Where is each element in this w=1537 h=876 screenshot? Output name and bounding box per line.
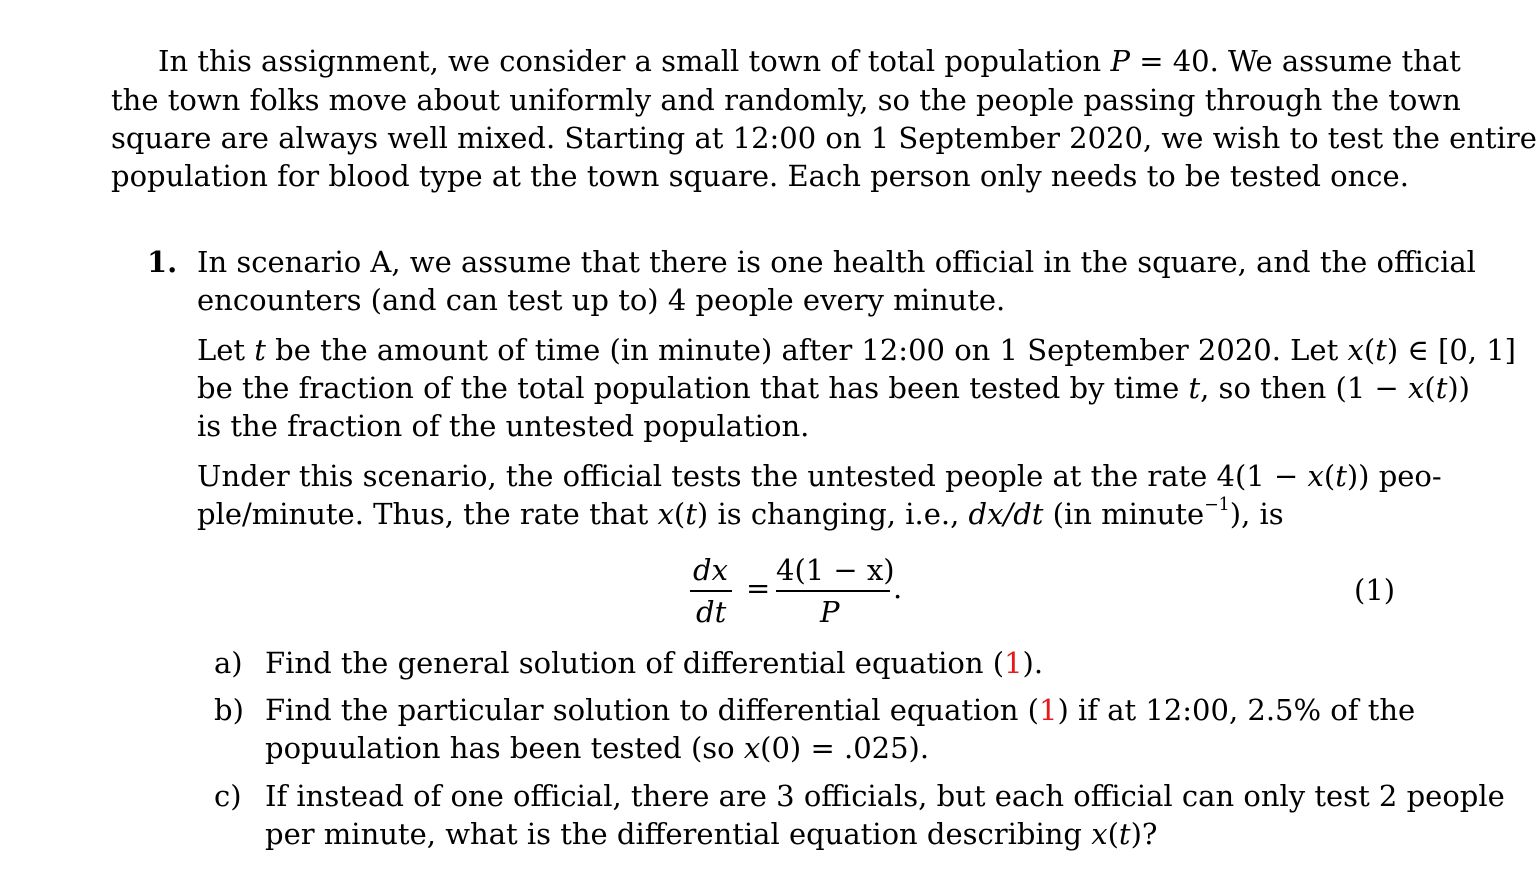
intro-line-1: [158, 44, 1461, 78]
part-b-line1: Find the particular solution to differential equation (1) if at 12:00, 2.5% of the: [265, 693, 1416, 727]
intro-line-1-text: In this assignment, we consider a small town of total population: [158, 44, 1111, 78]
lhs-fraction-bar: [690, 590, 732, 592]
rhs-fraction-bar: [776, 590, 890, 592]
equation-ref-link[interactable]: 1: [1004, 646, 1023, 680]
intro-line-4: population for blood type at the town square. Each person only needs to be tested once.: [111, 159, 1409, 193]
population-variable: P: [1110, 44, 1130, 78]
q1-para1-line2: encounters (and can test up to) 4 people every minute.: [197, 283, 1006, 317]
equals-sign: =: [746, 571, 771, 605]
part-a-label: a): [214, 646, 243, 680]
lhs-numerator: dx: [693, 553, 728, 587]
question-number: 1.: [147, 245, 178, 279]
equation-period: .: [893, 571, 903, 605]
intro-line-1-end: = 40. We assume that: [1129, 44, 1461, 78]
part-b-label: b): [214, 693, 244, 727]
intro-line-2: the town folks move about uniformly and randomly, so the people passing through the town: [111, 83, 1461, 117]
q1-para3-line1: Under this scenario, the official tests the untested people at the rate 4(1 − x(t)) peo-: [197, 459, 1442, 493]
part-b-line2: popuulation has been tested (so x(0) = .025).: [265, 731, 930, 765]
rhs-denominator: P: [820, 595, 840, 629]
part-c-label: c): [214, 779, 242, 813]
q1-para3-line2: ple/minute. Thus, the rate that x(t) is changing, i.e., dx/dt (in minute$^{-1}$), is: [197, 494, 1284, 531]
equation-label: (1): [1354, 573, 1396, 607]
part-c-line1: If instead of one official, there are 3 officials, but each official can only test 2 people: [265, 779, 1505, 813]
lhs-denominator: dt: [696, 595, 727, 629]
q1-para2-line1: Let t be the amount of time (in minute) after 12:00 on 1 September 2020. Let x(t) ∈ [0, 1]: [197, 333, 1516, 367]
rhs-numerator: 4(1 − x): [776, 553, 895, 587]
part-a-text: Find the general solution of differential equation (1).: [265, 646, 1044, 680]
q1-para2-line2: be the fraction of the total population that has been tested by time t, so then (1 − x(t)): [197, 371, 1470, 405]
q1-para1-line1: In scenario A, we assume that there is one health official in the square, and the official: [197, 245, 1476, 279]
intro-line-3: square are always well mixed. Starting at 12:00 on 1 September 2020, we wish to test the entire: [111, 121, 1537, 155]
part-c-line2: per minute, what is the differential equation describing x(t)?: [265, 817, 1158, 851]
q1-para2-line3: is the fraction of the untested population.: [197, 409, 810, 443]
equation-ref-link[interactable]: 1: [1039, 693, 1058, 727]
